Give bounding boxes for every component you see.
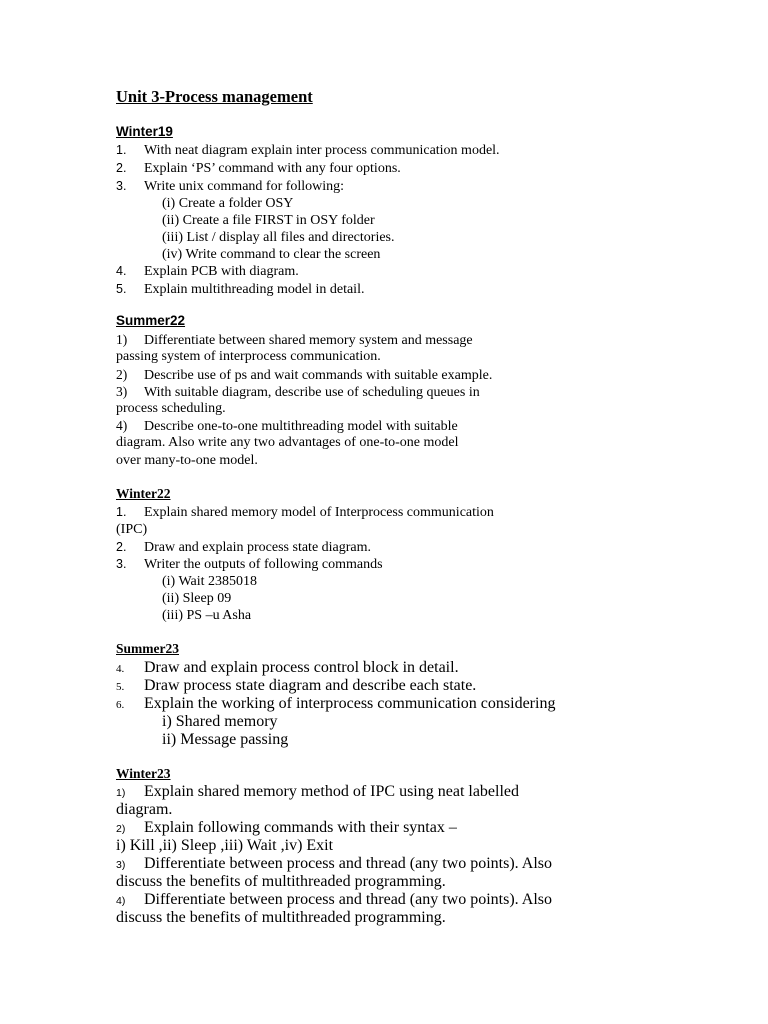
item-number: 2) <box>116 823 126 835</box>
sub-item: (iii) PS –u Asha <box>162 608 252 623</box>
item-number: 1) <box>116 787 126 799</box>
list-item <box>116 331 473 349</box>
item-number: 4) <box>116 418 128 433</box>
item-number: 4) <box>116 895 126 907</box>
item-text: Explain shared memory model of Interprocess communication <box>144 505 494 520</box>
item-number: 5. <box>116 282 127 296</box>
item-text: With neat diagram explain inter process communication model. <box>144 143 500 158</box>
item-text: Draw and explain process control block in detail. <box>144 659 459 676</box>
item-continuation: process scheduling. <box>116 401 226 416</box>
item-number: 5. <box>116 681 125 693</box>
list-item <box>116 819 457 838</box>
item-number: 3. <box>116 557 127 571</box>
item-continuation: discuss the benefits of multithreaded programming. <box>116 909 446 926</box>
item-text: Explain ‘PS’ command with any four options. <box>144 161 401 176</box>
item-number: 2. <box>116 540 127 554</box>
list-item <box>116 539 371 556</box>
item-continuation: discuss the benefits of multithreaded programming. <box>116 873 446 890</box>
item-continuation: (IPC) <box>116 522 148 537</box>
item-text: Draw process state diagram and describe each state. <box>144 677 477 694</box>
item-text: Differentiate between process and thread (any two points). Also <box>144 855 553 872</box>
list-item <box>116 142 500 159</box>
section-heading-winter23: Winter23 <box>116 766 171 781</box>
item-number: 3) <box>116 859 126 871</box>
item-text: Write unix command for following: <box>144 179 345 194</box>
sub-item: ii) Message passing <box>162 731 289 748</box>
item-text: Explain PCB with diagram. <box>144 264 299 279</box>
item-number: 3. <box>116 179 127 193</box>
sub-item: (ii) Create a file FIRST in OSY folder <box>162 213 375 228</box>
item-text: Describe use of ps and wait commands with suitable example. <box>144 368 493 383</box>
item-number: 1) <box>116 332 128 347</box>
list-item <box>116 263 299 280</box>
item-text: Differentiate between process and thread (any two points). Also <box>144 891 553 908</box>
list-item <box>116 383 480 401</box>
section-heading-summer23: Summer23 <box>116 641 179 656</box>
item-number: 1. <box>116 505 127 519</box>
list-item <box>116 855 552 874</box>
list-item <box>116 677 476 696</box>
item-text: Differentiate between shared memory system and message <box>144 333 473 348</box>
item-text: Describe one-to-one multithreading model with suitable <box>144 419 458 434</box>
item-text: Writer the outputs of following commands <box>144 557 383 572</box>
item-continuation: over many-to-one model. <box>116 453 258 468</box>
section-heading-winter22: Winter22 <box>116 486 171 501</box>
item-text: Explain multithreading model in detail. <box>144 282 365 297</box>
sub-item: (i) Wait 2385018 <box>162 574 258 589</box>
item-text: With suitable diagram, describe use of scheduling queues in <box>144 385 480 400</box>
item-number: 1. <box>116 143 127 157</box>
list-item <box>116 160 401 177</box>
item-continuation: diagram. <box>116 801 173 818</box>
page-title: Unit 3-Process management <box>116 87 313 106</box>
item-continuation: diagram. Also write any two advantages of one-to-one model <box>116 435 459 450</box>
list-item <box>116 178 344 195</box>
item-text: Explain shared memory method of IPC using neat labelled <box>144 783 520 800</box>
list-item <box>116 891 552 910</box>
list-item <box>116 783 519 802</box>
section-heading-winter19: Winter19 <box>116 124 173 139</box>
list-item <box>116 504 494 521</box>
list-item <box>116 556 383 573</box>
list-item <box>116 659 459 678</box>
item-number: 6. <box>116 699 125 711</box>
item-number: 4. <box>116 264 127 278</box>
sub-item: (i) Create a folder OSY <box>162 196 294 211</box>
item-continuation: i) Kill ,ii) Sleep ,iii) Wait ,iv) Exit <box>116 837 334 854</box>
item-continuation: passing system of interprocess communication. <box>116 349 381 364</box>
item-number: 2) <box>116 367 128 382</box>
item-number: 4. <box>116 663 125 675</box>
sub-item: (ii) Sleep 09 <box>162 591 232 606</box>
sub-item: (iv) Write command to clear the screen <box>162 247 381 262</box>
sub-item: (iii) List / display all files and directories. <box>162 230 395 245</box>
item-number: 2. <box>116 161 127 175</box>
list-item <box>116 281 364 298</box>
item-text: Draw and explain process state diagram. <box>144 540 372 555</box>
list-item <box>116 417 458 435</box>
list-item <box>116 695 555 714</box>
item-number: 3) <box>116 384 128 399</box>
item-text: Explain following commands with their syntax – <box>144 819 457 836</box>
list-item <box>116 366 492 384</box>
item-text: Explain the working of interprocess communication considering <box>144 695 556 712</box>
sub-item: i) Shared memory <box>162 713 278 730</box>
section-heading-summer22: Summer22 <box>116 313 186 328</box>
